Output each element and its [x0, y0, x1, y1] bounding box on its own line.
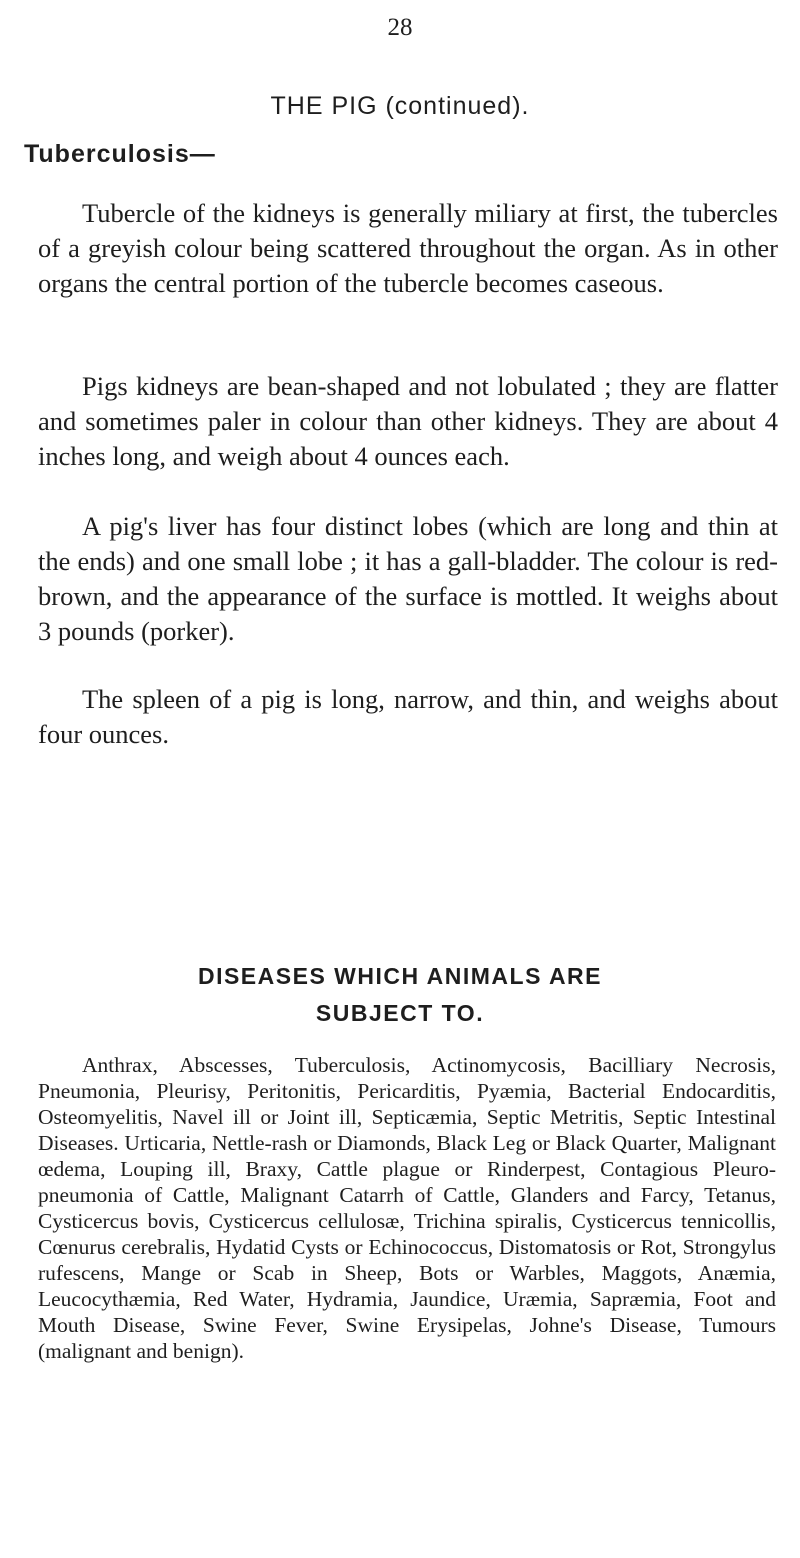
page-number: 28: [387, 14, 413, 41]
diseases-heading-line-1: DISEASES WHICH ANIMALS ARE: [197, 963, 603, 989]
paragraph-kidney-tubercle: Tubercle of the kidneys is generally miliary at first, the tubercles of a greyish colour being scattered throughout the organ. As in other organs the central portion of the tubercle becomes caseous.: [38, 198, 778, 298]
diseases-heading-line-2: SUBJECT TO.: [315, 1000, 485, 1026]
running-head: THE PIG (continued).: [270, 92, 530, 120]
diseases-heading: [0, 958, 800, 1032]
section-heading: Tuberculosis—: [24, 140, 216, 168]
paragraph-pig-liver: A pig's liver has four distinct lobes (which are long and thin at the ends) and one small lobe ; it has a gall-bladder. The colour is red-brown, and the appearance of the surface is mottled. It weighs about 3 pounds (porker).: [38, 511, 778, 646]
paragraph-pig-kidneys: Pigs kidneys are bean-shaped and not lobulated ; they are flatter and sometimes paler in colour than other kidneys. They are about 4 inches long, and weigh about 4 ounces each.: [38, 371, 778, 471]
paragraph-pig-spleen: The spleen of a pig is long, narrow, and thin, and weighs about four ounces.: [38, 684, 778, 749]
diseases-list: Anthrax, Abscesses, Tuberculosis, Actinomycosis, Bacilliary Necrosis, Pneumonia, Pleurisy, Peritonitis, Pericarditis, Pyæmia, Bacterial Endocarditis, Osteomyelitis, Navel ill or Joint ill, Septicæmia, Septic Metritis, Septic Intestinal Diseases. Urticaria, Nettle-rash or Diamonds, Black Leg or Black Quarter, Malignant œdema, Louping ill, Braxy, Cattle plague or Rinderpest, Contagious Pleuro-pneumonia of Cattle, Malignant Catarrh of Cattle, Glanders and Farcy, Tetanus, Cysticercus bovis, Cysticercus cellulosæ, Trichina spiralis, Cysticercus tennicollis, Cœnurus cerebralis, Hydatid Cysts or Echinococcus, Distomatosis or Rot, Strongylus rufescens, Mange or Scab in Sheep, Bots or Warbles, Maggots, Anæmia, Leucocythæmia, Red Water, Hydramia, Jaundice, Uræmia, Sapræmia, Foot and Mouth Disease, Swine Fever, Swine Erysipelas, Johne's Disease, Tumours (malignant and benign).: [38, 1053, 776, 1363]
